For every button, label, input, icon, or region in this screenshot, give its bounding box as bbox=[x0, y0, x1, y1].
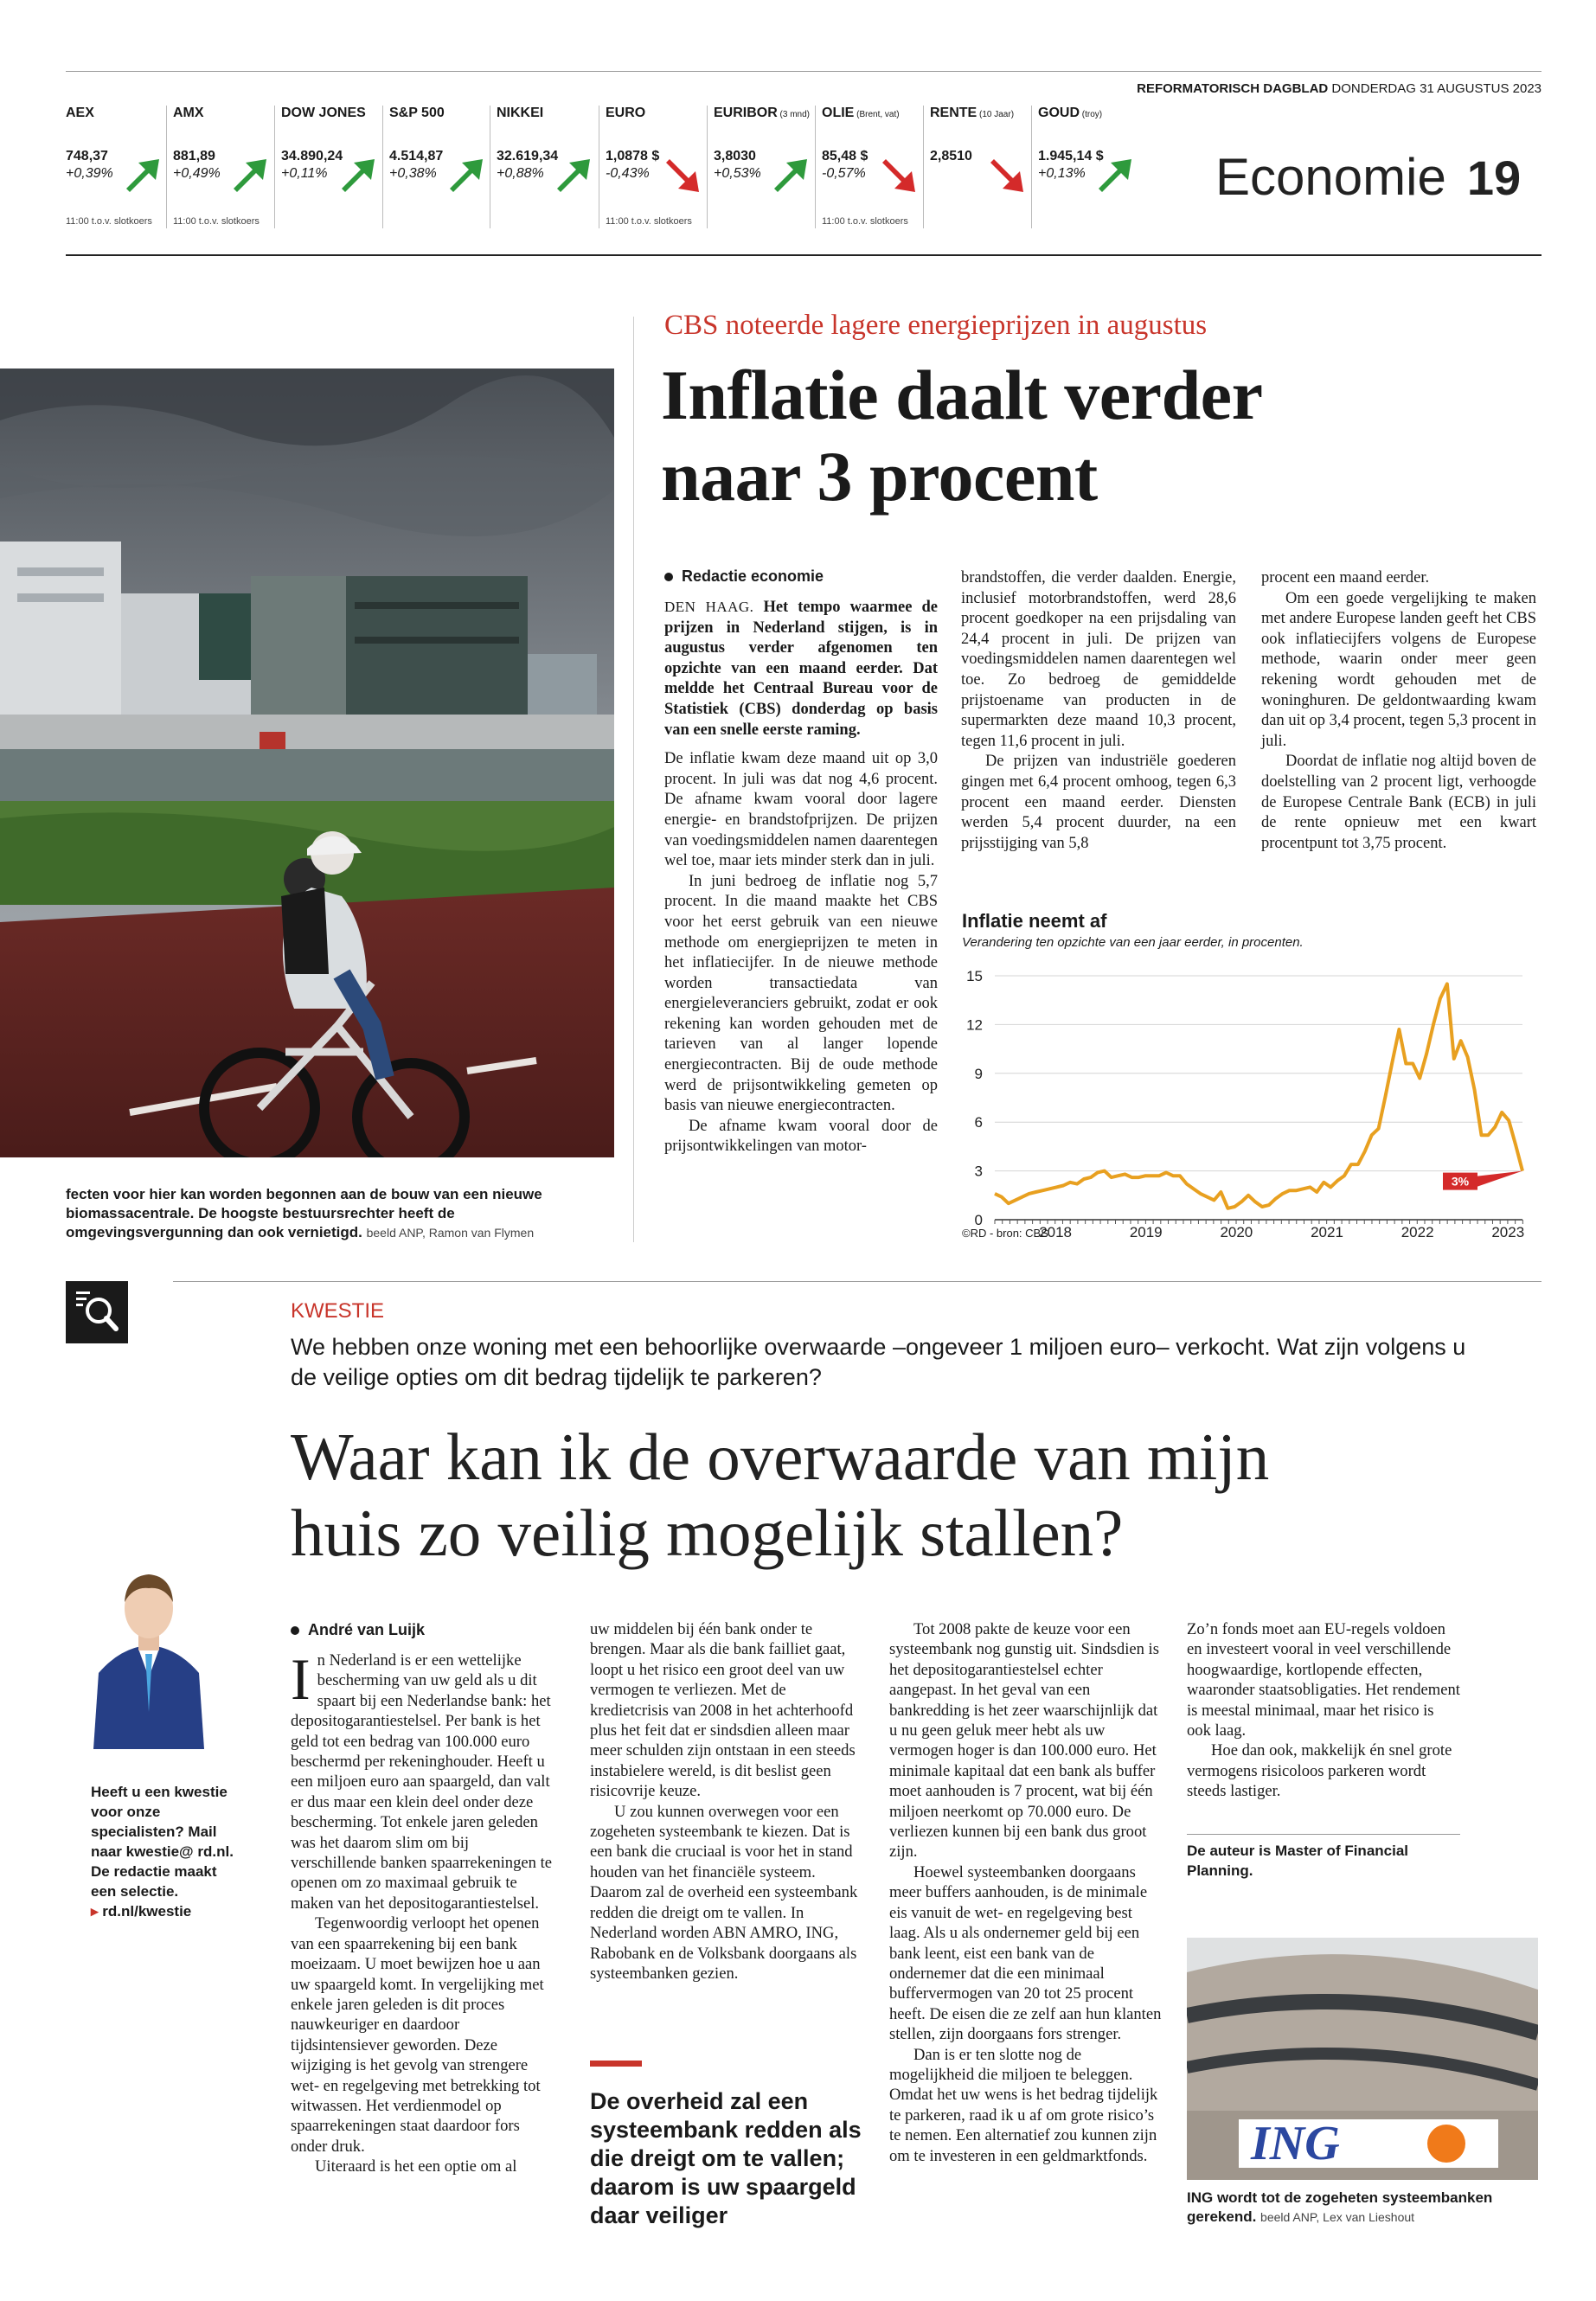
pull-quote: De overheid zal een systeembank redden als die dreigt om te vallen; daarom is uw spaargeld daar veiliger bbox=[590, 2088, 862, 2228]
y-tick-label: 3 bbox=[974, 1163, 983, 1180]
ticker-name: RENTE (10 Jaar) bbox=[930, 106, 1015, 120]
ticker-name: NIKKEI bbox=[497, 106, 544, 120]
ticker-name: AMX bbox=[173, 106, 204, 120]
y-tick-label: 12 bbox=[966, 1016, 983, 1034]
kwestie-column-3: Tot 2008 pakte de keuze voor een systeembank nog gunstig uit. Sindsdien is het depositogarantiestelsel echter aangepast. In het geval van een bankredding is het zeer waarschijnlijk dat u nu geen geluk meer hebt als uw vermogen hoger is dan 100.000 euro. Het minimale kapitaal dat een bank als buffer moet aanhouden is 7 procent, wat bij één miljoen neerkomt op 70.000 euro. De verliezen kunnen bij een bank dus groot zijn. Hoewel systeembanken doorgaans meer buffers aanhouden, is de minimale eis vanuit de wet- en regelgeving best laag. Als u als ondernemer geld bij een bank leent, eist een bank van de ondernemer dat die een minimaal buffervermogen van 20 tot 25 procent heeft. De eisen die ze zelf aan hun klanten stellen, zijn doorgaans fors strenger. Dan is er ten slotte nog de mogelijkheid die miljoen te beleggen. Omdat het uw wens is het bedrag tijdelijk te parkeren, raad ik u af om grote risico’s te nemen. Een alternatief zou kunnen zijn om te investeren in een geldmarktfonds. bbox=[889, 1620, 1162, 2165]
top-rule bbox=[66, 71, 1542, 72]
section-title: Economie 19 bbox=[1215, 148, 1522, 206]
ticker-value: 32.619,34 bbox=[497, 149, 559, 163]
ing-photo-caption: ING wordt tot de zogeheten systeembanken gerekend. beeld ANP, Lex van Lieshout bbox=[1187, 2189, 1493, 2225]
ticker-value: 4.514,87 bbox=[389, 149, 444, 163]
kwestie-top-rule bbox=[173, 1281, 1542, 1282]
ticker-note: 11:00 t.o.v. slotkoers bbox=[606, 216, 692, 227]
inflation-chart bbox=[952, 960, 1540, 1237]
ticker-name: S&P 500 bbox=[389, 106, 445, 120]
ticker-name: AEX bbox=[66, 106, 94, 120]
ticker-change: +0,49% bbox=[173, 166, 221, 181]
article1-headline: Inflatie daalt verder naar 3 procent bbox=[661, 356, 1263, 516]
arrow-up-icon bbox=[771, 156, 811, 195]
ticker-name: OLIE (Brent, vat) bbox=[822, 106, 900, 120]
x-tick-label: 2020 bbox=[1220, 1224, 1253, 1237]
kwestie-headline: Waar kan ik de overwaarde van mijn huis zo veilig mogelijk stallen? bbox=[291, 1420, 1270, 1570]
ticker-value: 1,0878 $ bbox=[606, 149, 660, 163]
ticker-change: +0,39% bbox=[66, 166, 113, 181]
article1-column-1: DEN HAAG. Het tempo waarmee de prijzen in Nederland stijgen, is in augustus verder afgenomen ten opzichte van een maand eerder. Dat meldde het Centraal Bureau voor de Statistiek (CBS) donderdag op basis van een snelle eerste raming. De inflatie kwam deze maand uit op 3,0 procent. In juli was dat nog 4,6 procent. De afname kwam vooral door lagere energie- en brandstofprijzen. De prijzen van voedingsmiddelen namen daarentegen wel toe, maar iets minder sterk dan in juli. In juni bedroeg de inflatie nog 5,7 procent. In die maand maakte het CBS voor het eerst gebruik van een nieuwe methode om energieprijzen te meten in het inflatiecijfer. In de nieuwe methode worden transactiedata van energieleveranciers gebruikt, zodat er ook rekening kan worden gehouden met de tarieven van al langer lopende energiecontracten. Bij de oude methode werd de prijsontwikkeling gemeten op basis van nieuwe energiecontracten. De afname kwam vooral door de prijsontwikkelingen van motor- bbox=[664, 599, 938, 1156]
ticker-value: 748,37 bbox=[66, 149, 108, 163]
ticker-change: -0,43% bbox=[606, 166, 650, 181]
chart-source: ©RD - bron: CBS bbox=[962, 1227, 1048, 1240]
ticker-note: 11:00 t.o.v. slotkoers bbox=[173, 216, 260, 227]
kwestie-column-4: Zo’n fonds moet aan EU-regels voldoen en investeert vooral in veel verschillende hoogwaardige, kortlopende effecten, waaronder staatsobligaties. Het rendement is meestal minimaal, maar het risico is ook laag. Hoe dan ook, makkelijk én snel grote vermogens risicoloos parkeren wordt steeds lastiger. bbox=[1187, 1620, 1460, 1801]
arrow-down-icon bbox=[987, 156, 1027, 195]
ticker-value: 2,8510 bbox=[930, 149, 972, 163]
header-bottom-rule bbox=[66, 254, 1542, 256]
kwestie-link[interactable]: ▸ rd.nl/kwestie bbox=[91, 1903, 192, 1920]
ticker-value: 34.890,24 bbox=[281, 149, 343, 163]
ticker-s-p-500 bbox=[389, 106, 495, 181]
ticker-change: +0,53% bbox=[714, 166, 761, 181]
arrow-up-icon bbox=[446, 156, 486, 195]
ticker-euribor bbox=[714, 106, 819, 181]
ticker-value: 881,89 bbox=[173, 149, 215, 163]
chart-title: Inflatie neemt af bbox=[962, 910, 1107, 932]
ticker-separator bbox=[1031, 106, 1032, 228]
x-tick-label: 2022 bbox=[1401, 1224, 1434, 1237]
masthead: REFORMATORISCH DAGBLAD DONDERDAG 31 AUGUSTUS 2023 bbox=[1137, 81, 1542, 96]
kwestie-column-2: uw middelen bij één bank onder te brengen. Maar als die bank failliet gaat, loopt u het risico een groot deel van uw vermogen te verliezen. Met de kredietcrisis van 2008 in het achterhoofd plus het feit dat er sindsdien alleen maar meer schulden zijn ontstaan in een steeds instabielere wereld, is dit beslist geen risicovrije keuze. U zou kunnen overwegen voor een zogeheten systeembank te kiezen. Dat is een bank die cruciaal is voor het in stand houden van het financiële systeem. Daarom zal de overheid een systeembank redden die dreigt om te vallen. In Nederland worden ABN AMRO, ING, Rabobank en de Volksbank doorgaans als systeembanken gezien. bbox=[590, 1620, 858, 1983]
ticker-nikkei bbox=[497, 106, 602, 181]
arrow-up-icon bbox=[123, 156, 163, 195]
ticker-rente bbox=[930, 106, 1035, 163]
ticker-olie bbox=[822, 106, 927, 227]
article1-divider bbox=[633, 317, 634, 1242]
ticker-value: 1.945,14 $ bbox=[1038, 149, 1104, 163]
x-tick-label: 2023 bbox=[1491, 1224, 1525, 1237]
ticker-amx bbox=[173, 106, 279, 227]
ticker-change: +0,38% bbox=[389, 166, 437, 181]
ticker-goud bbox=[1038, 106, 1144, 181]
arrow-up-icon bbox=[554, 156, 593, 195]
article1-byline: Redactie economie bbox=[664, 567, 824, 586]
ticker-change: -0,57% bbox=[822, 166, 866, 181]
x-tick-label: 2018 bbox=[1039, 1224, 1073, 1237]
ticker-dow-jones bbox=[281, 106, 387, 181]
ticker-separator bbox=[707, 106, 708, 228]
data-label-pointer bbox=[1477, 1171, 1522, 1187]
y-tick-label: 15 bbox=[966, 968, 983, 984]
magnifier-icon bbox=[66, 1281, 128, 1343]
ticker-note: 11:00 t.o.v. slotkoers bbox=[66, 216, 152, 227]
x-tick-label: 2021 bbox=[1311, 1224, 1343, 1237]
author-photo bbox=[87, 1561, 211, 1749]
arrow-up-icon bbox=[1095, 156, 1135, 195]
ticker-separator bbox=[923, 106, 924, 228]
kwestie-sidebar-text: Heeft u een kwestie voor onze specialisten? Mail naar kwestie@ rd.nl. De redactie maakt een selectie. ▸ rd.nl/kwestie bbox=[91, 1782, 242, 1921]
article1-kicker: CBS noteerde lagere energieprijzen in augustus bbox=[664, 310, 1208, 341]
ticker-name: EURO bbox=[606, 106, 646, 120]
ticker-aex bbox=[66, 106, 171, 227]
kwestie-byline: André van Luijk bbox=[291, 1621, 425, 1639]
author-note: De auteur is Master of Financial Planning. bbox=[1187, 1843, 1409, 1879]
ticker-change: +0,11% bbox=[281, 166, 328, 181]
y-tick-label: 0 bbox=[974, 1212, 983, 1228]
page-number: 19 bbox=[1466, 151, 1522, 205]
y-tick-label: 9 bbox=[974, 1065, 983, 1082]
ing-building-photo bbox=[1187, 1938, 1538, 2180]
article1-column-3: procent een maand eerder. Om een goede vergelijking te maken met andere Europese landen geeft het CBS ook inflatiecijfers volgens de Europese methode, waarin onder meer geen rekening wordt gehouden met de woninghuren. De geldontwaarding kwam dan uit op 3,4 procent, tegen 5,3 procent in juli. Doordat de inflatie nog altijd boven de doelstelling van 2 procent ligt, verhoogde de Europese Centrale Bank (ECB) in juli de rente opnieuw met een kwart procentpunt tot 3,75 procent. bbox=[1261, 569, 1537, 852]
ticker-separator bbox=[815, 106, 816, 228]
cyclist-photo bbox=[0, 369, 614, 1157]
x-tick-label: 2019 bbox=[1129, 1224, 1163, 1237]
ticker-note: 11:00 t.o.v. slotkoers bbox=[822, 216, 908, 227]
ticker-name: DOW JONES bbox=[281, 106, 366, 120]
kwestie-question: We hebben onze woning met een behoorlijke overwaarde –ongeveer 1 miljoen euro– verkocht. Wat zijn volgens u de veilige opties om dit bedrag tijdelijk te parkeren? bbox=[291, 1334, 1466, 1390]
y-tick-label: 6 bbox=[974, 1114, 983, 1131]
article1-column-2: brandstoffen, die verder daalden. Energie, inclusief motorbrandstoffen, werd 28,6 procent goedkoper na een prijsdaling van 24,4 procent in juli. De prijzen van voedingsmiddelen namen daarentegen wel toe. Zo bedroeg de gemiddelde prijstoename van producten in de supermarkten deze maand 10,3 procent, tegen 11,6 procent in juli. De prijzen van industriële goederen gingen met 6,4 procent omhoog, tegen 6,3 procent een maand eerder. Diensten werden 5,4 procent duurder, na een prijsstijging van 5,8 bbox=[961, 569, 1236, 852]
dropcap: I bbox=[291, 1646, 311, 1712]
author-note-rule bbox=[1187, 1834, 1460, 1835]
kwestie-label: KWESTIE bbox=[291, 1299, 385, 1323]
ticker-change: +0,13% bbox=[1038, 166, 1086, 181]
ticker-name: GOUD (troy) bbox=[1038, 106, 1103, 120]
quote-accent-bar bbox=[590, 2061, 642, 2067]
ticker-separator bbox=[166, 106, 167, 228]
data-label: 3% bbox=[1451, 1174, 1470, 1189]
ticker-name: EURIBOR (3 mnd) bbox=[714, 106, 811, 120]
ticker-euro bbox=[606, 106, 711, 227]
ticker-value: 85,48 $ bbox=[822, 149, 869, 163]
ticker-value: 3,8030 bbox=[714, 149, 756, 163]
arrow-down-icon bbox=[663, 156, 702, 195]
ticker-change: +0,88% bbox=[497, 166, 544, 181]
arrow-up-icon bbox=[338, 156, 378, 195]
ticker-separator bbox=[382, 106, 383, 228]
arrow-down-icon bbox=[879, 156, 919, 195]
chart-subtitle: Verandering ten opzichte van een jaar eerder, in procenten. bbox=[962, 935, 1304, 950]
photo-caption: fecten voor hier kan worden begonnen aan de bouw van een nieuwe biomassacentrale. De hoogste bestuursrechter heeft de omgevingsvergunning dan ook vernietigd. beeld ANP, Ramon van Flymen bbox=[66, 1186, 542, 1240]
ticker-separator bbox=[274, 106, 275, 228]
arrow-up-icon bbox=[230, 156, 270, 195]
ing-sign-text: ING bbox=[1251, 2117, 1340, 2170]
kwestie-column-1: In Nederland is er een wettelijke bescherming van uw geld als u dit spaart bij een Nederlandse bank: het depositogarantiestelsel. Per bank is het geld tot een bedrag van 100.000 euro beschermd per rekeninghouder. Heeft u een miljoen euro aan spaargeld, dan valt er dus maar een klein deel onder deze bescherming. Tot enkele jaren geleden was het daarom slim om bij verschillende banken spaarrekeningen te openen om zo maximaal gebruik te maken van het depositogarantiestelsel. Tegenwoordig verloopt het openen van een spaarrekening bij een bank moeizaam. U moet bewijzen hoe u aan uw spaargeld komt. In vergelijking met enkele jaren geleden is dit proces nauwkeuriger en daardoor tijdsintensiever geworden. Deze wijziging is het gevolg van strengere wet- en regelgeving met betrekking tot witwassen. Het verdienmodel op spaarrekeningen staat daardoor fors onder druk. Uiteraard is het een optie om al bbox=[291, 1646, 553, 2176]
